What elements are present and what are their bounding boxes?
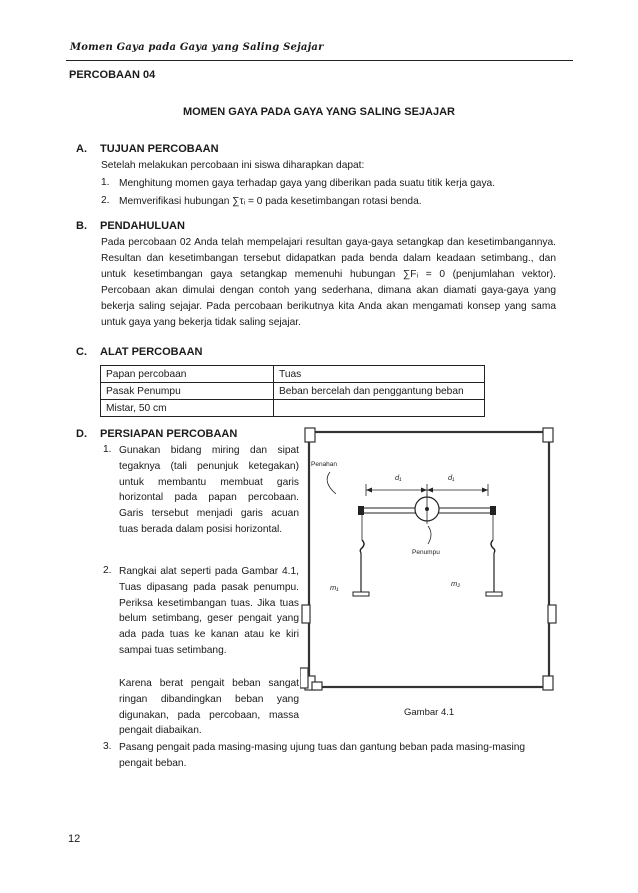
lever-end (358, 506, 364, 515)
section-a-letter: A. (76, 143, 87, 155)
section-d-item-1: Gunakan bidang miring dan sipat tegaknya (tali penunjuk ketegakan) untuk membantu membuat garis horizontal pada papan percobaan. Garis tersebut menjadi garis acuan tuas berada dalam posisi horizontal. (119, 445, 299, 535)
left-mass (353, 592, 369, 596)
board-foot (300, 668, 308, 688)
lever-end (490, 506, 496, 515)
section-a-item-2-num: 2. (101, 195, 110, 206)
table-cell: Papan percobaan (101, 366, 274, 383)
table-cell: Tuas (274, 366, 485, 383)
section-c-title: ALAT PERCOBAAN (100, 346, 203, 358)
page-number: 12 (68, 833, 81, 845)
table-cell: Mistar, 50 cm (101, 400, 274, 417)
section-d-item-2-num: 2. (103, 565, 112, 576)
section-a-item-1: Menghitung momen gaya terhadap gaya yang diberikan pada suatu titik kerja gaya. (119, 178, 496, 189)
figure-4-1 (300, 420, 562, 700)
table-row (101, 383, 485, 400)
section-a-intro: Setelah melakukan percobaan ini siswa diharapkan dapat: (101, 160, 365, 171)
equipment-table (100, 365, 485, 417)
right-mass (486, 592, 502, 596)
arrow-head (366, 488, 372, 493)
table-row (101, 400, 485, 417)
penumpu-pointer (428, 526, 431, 544)
table-cell: Beban bercelah dan penggantung beban (274, 383, 485, 400)
label-penahan: Penahan (311, 461, 338, 468)
section-c-letter: C. (76, 346, 87, 358)
table-cell (274, 400, 485, 417)
board-clamp (548, 605, 556, 623)
section-d-item-3: Pasang pengait pada masing-masing ujung tuas dan gantung beban pada masing-masing pengait beban. (119, 742, 526, 769)
document-title: MOMEN GAYA PADA GAYA YANG SALING SEJAJAR (182, 106, 456, 118)
section-b-paragraph: Pada percobaan 02 Anda telah mempelajari resultan gaya-gaya setangkap dan kesetimbangannya. Resultan dan kesetimbangan tersebut didapatkan pada benda dalam keadaan setimbang., dan untuk kesetimbangan gaya setangkap memenuhi hubungan ∑Fᵢ = 0 (penjumlahan vektor). Percobaan akan dimulai dengan contoh yang sederhana, dimana akan diamati gaya-gaya yang bekerja saling sejajar. Pada percobaan berikutnya kita Anda akan mengamati konsep yang sama untuk gaya yang bekerja tidak saling sejajar. (101, 237, 556, 328)
board-frame (309, 432, 549, 687)
experiment-label: PERCOBAAN 04 (69, 69, 156, 81)
figure-caption: Gambar 4.1 (404, 707, 455, 718)
board-corner (543, 428, 553, 442)
section-d-item-1-num: 1. (103, 444, 112, 455)
section-d-item-3-num: 3. (103, 741, 112, 752)
left-hook (360, 540, 364, 553)
section-b-title: PENDAHULUAN (100, 220, 185, 232)
label-d1-right: d₁ (448, 473, 455, 482)
running-title: Momen Gaya pada Gaya yang Saling Sejajar (70, 42, 324, 53)
board-corner (305, 428, 315, 442)
table-cell: Pasak Penumpu (101, 383, 274, 400)
label-m2: m₂ (451, 579, 461, 588)
section-d-title: PERSIAPAN PERCOBAAN (100, 428, 238, 440)
section-a-item-1-num: 1. (101, 177, 110, 188)
penahan-pointer (327, 472, 336, 494)
arrow-head (421, 488, 427, 493)
label-d1-left: d₁ (395, 473, 402, 482)
section-d-item-2: Rangkai alat seperti pada Gambar 4.1, Tuas dipasang pada pasak penumpu. Periksa kesetimbangan tuas. Jika tuas belum setimbang, geser pengait yang ada pada tuas ke kanan atau ke kiri sampai tuas setimbang. (119, 566, 299, 656)
section-a-item-2: Memverifikasi hubungan ∑τᵢ = 0 pada kesetimbangan rotasi benda. (119, 196, 422, 207)
label-m1: m₁ (330, 583, 339, 592)
section-a-title: TUJUAN PERCOBAAN (100, 143, 219, 155)
label-penumpu: Penumpu (412, 549, 440, 556)
section-d-letter: D. (76, 428, 87, 440)
right-hook (491, 540, 495, 553)
arrow-head (482, 488, 488, 493)
arrow-head (427, 488, 433, 493)
section-d-item-2-note: Karena berat pengait beban sangat ringan dibandingkan beban yang digunakan, pada percobaan, massa pengait diabaikan. (119, 678, 299, 737)
board-clamp (302, 605, 310, 623)
header-rule (66, 60, 573, 61)
section-b-letter: B. (76, 220, 87, 232)
board-foot (312, 682, 322, 690)
table-row (101, 366, 485, 383)
board-corner (543, 676, 553, 690)
